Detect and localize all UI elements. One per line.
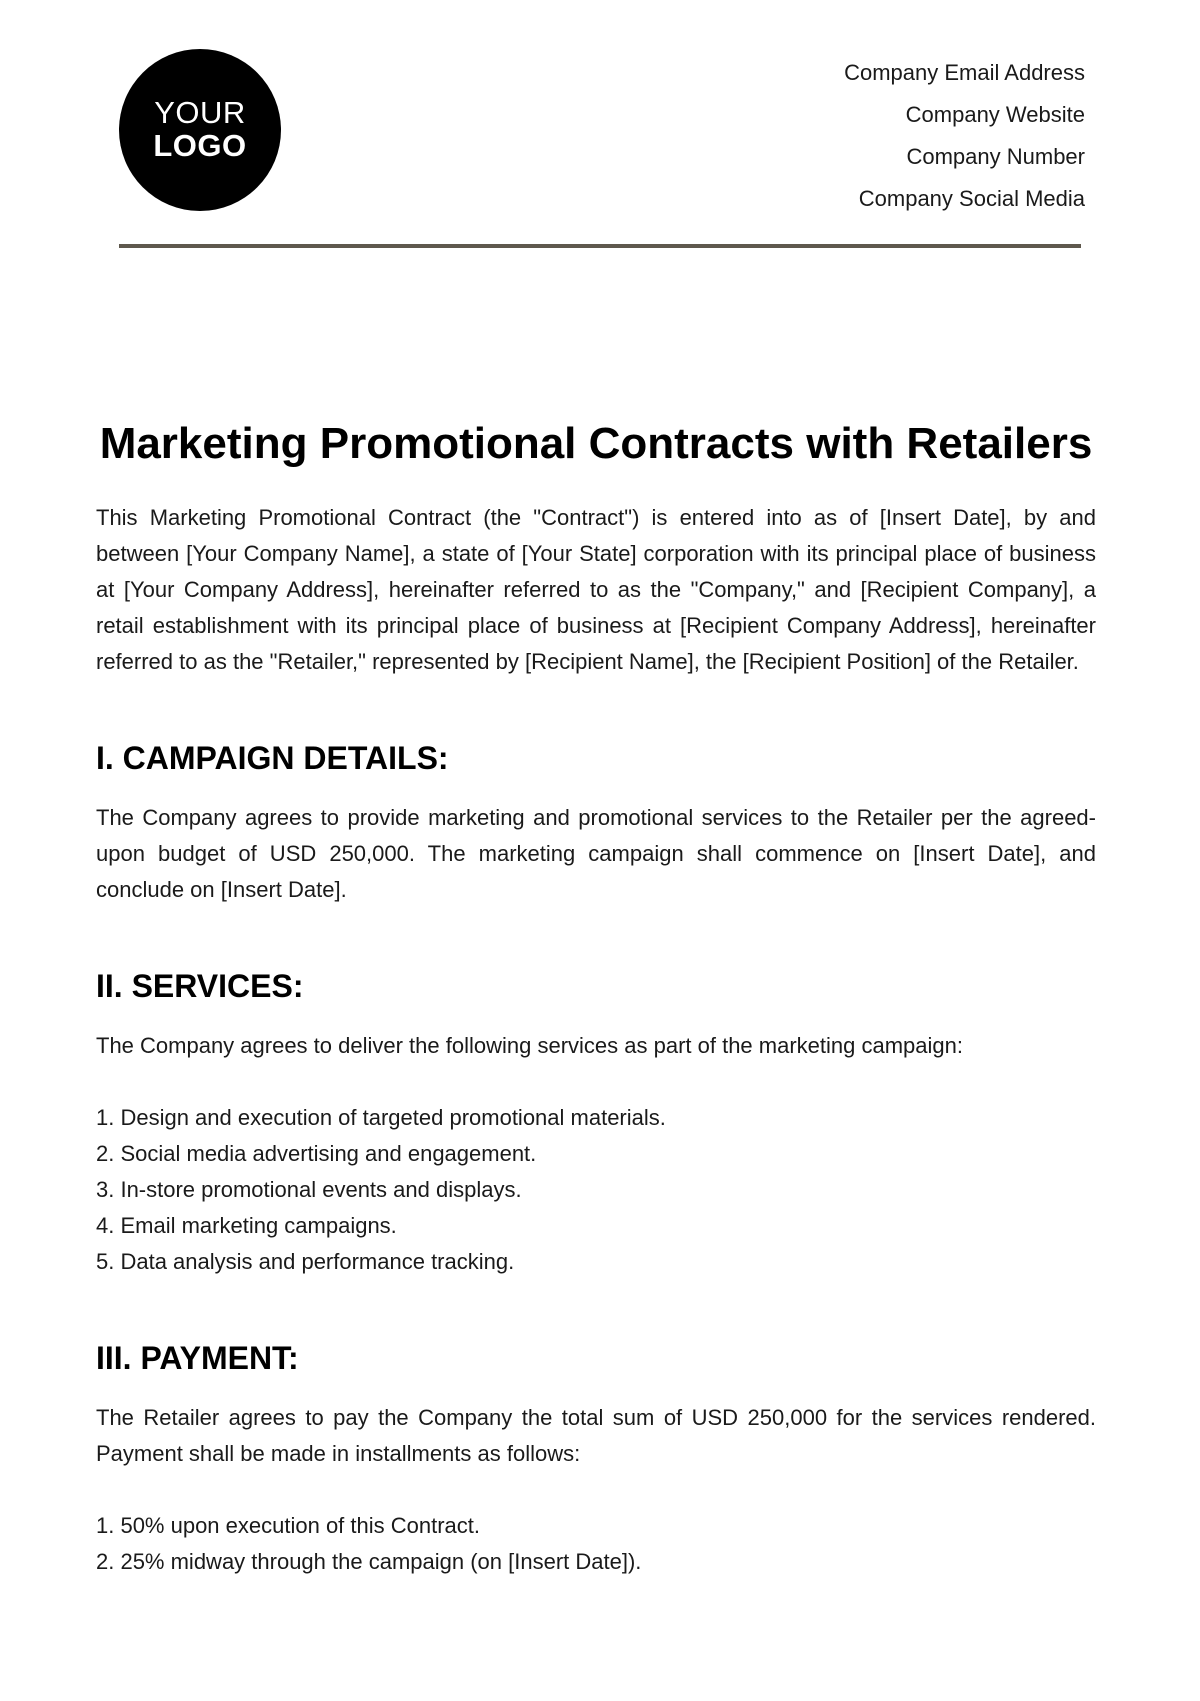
header-divider [119,244,1081,248]
company-number: Company Number [906,144,1085,169]
company-website: Company Website [905,102,1085,127]
company-contact-block [844,52,1085,220]
intro-paragraph: This Marketing Promotional Contract (the "Contract") is entered into as of [Insert Date], by and between [Your Company Name], a state of [Your State] corporation with its principal place of business at [Your Company Address], hereinafter referred to as the "Company," and [Recipient Company], a retail establishment with its principal place of business at [Recipient Company Address], hereinafter referred to as the "Retailer," represented by [Recipient Name], the [Recipient Position] of the Retailer. [96,505,1096,674]
section-heading-campaign-details: I. CAMPAIGN DETAILS: [96,740,449,776]
list-item: 2. Social media advertising and engagement. [96,1141,537,1166]
list-item: 2. 25% midway through the campaign (on [Insert Date]). [96,1549,642,1574]
section-heading-services: II. SERVICES: [96,968,304,1004]
list-item: 5. Data analysis and performance tracking. [96,1249,515,1274]
section-heading-payment: III. PAYMENT: [96,1340,299,1376]
company-logo [119,49,281,211]
company-social-media: Company Social Media [858,186,1085,211]
list-item: 3. In-store promotional events and displays. [96,1177,522,1202]
document-body [96,415,1096,1580]
section-body-campaign-details: The Company agrees to provide marketing and promotional services to the Retailer per the agreed-upon budget of USD 250,000. The marketing campaign shall commence on [Insert Date], and conclude on [Insert Date]. [96,805,1096,902]
payment-installments-list [96,1508,1096,1580]
section-body-services: The Company agrees to deliver the following services as part of the marketing campaign: [96,1033,963,1058]
services-list [96,1100,1096,1280]
section-body-payment: The Retailer agrees to pay the Company the total sum of USD 250,000 for the services rendered. Payment shall be made in installments as follows: [96,1405,1096,1466]
list-item: 4. Email marketing campaigns. [96,1213,397,1238]
list-item: 1. 50% upon execution of this Contract. [96,1513,481,1538]
company-email: Company Email Address [844,60,1085,85]
list-item: 1. Design and execution of targeted promotional materials. [96,1105,666,1130]
document-title: Marketing Promotional Contracts with Retailers [99,419,1093,468]
logo-text-top: YOUR [154,95,246,131]
logo-text-bottom: LOGO [153,128,247,163]
